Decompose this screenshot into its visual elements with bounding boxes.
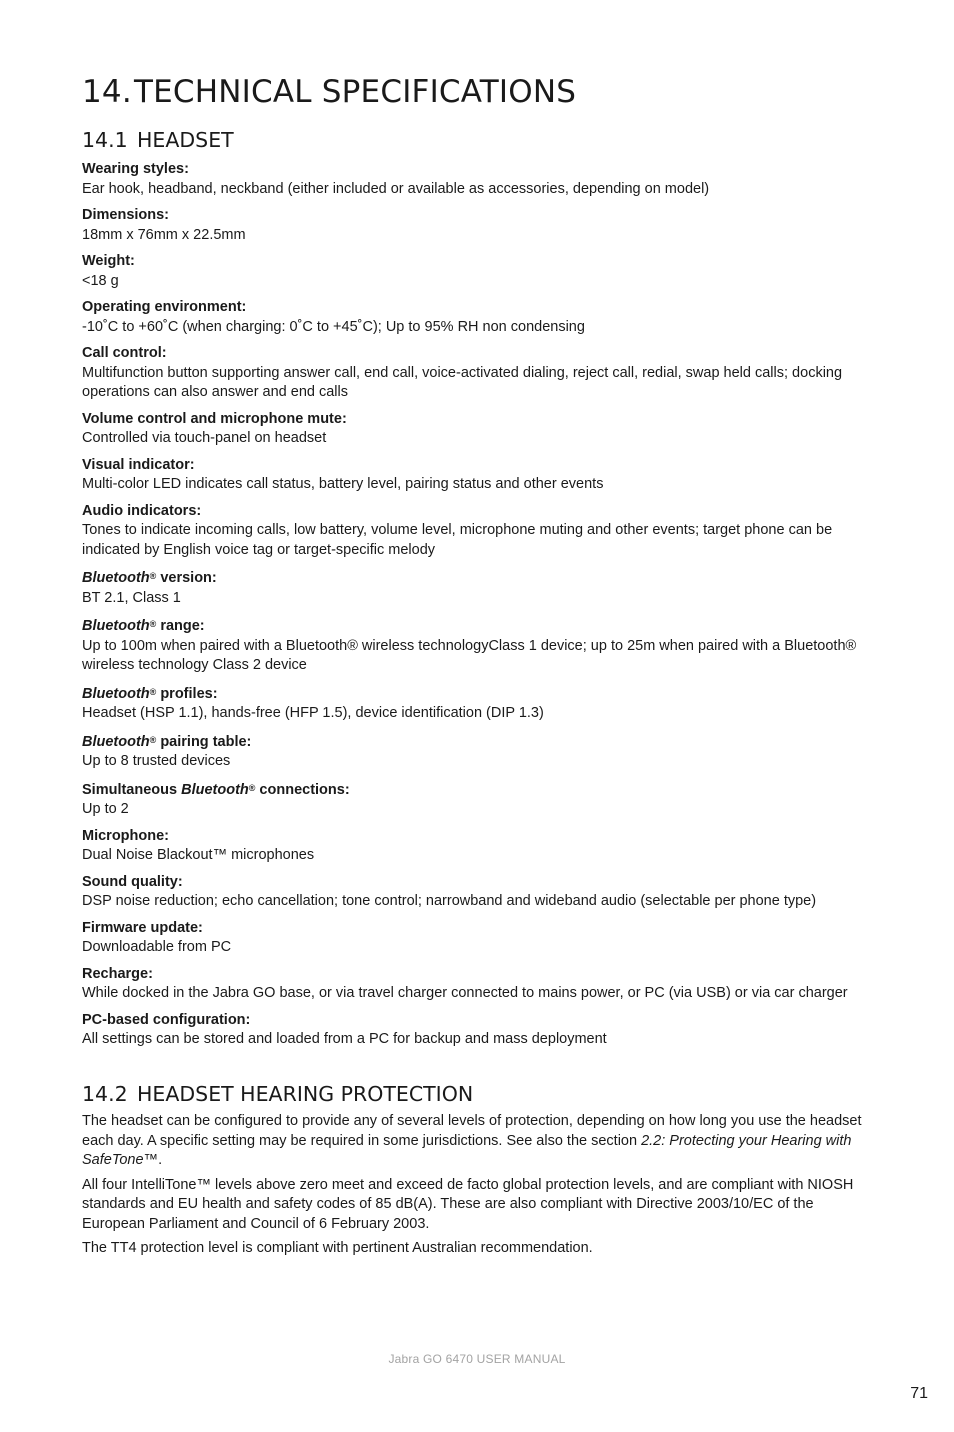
spec-value: -10˚C to +60˚C (when charging: 0˚C to +45˚C); Up to 95% RH non condensing [82,318,585,335]
spec-label [82,683,872,705]
spec-label: Firmware update: [82,919,203,936]
spec-label: Volume control and microphone mute: [82,410,347,427]
spec-label [82,567,872,589]
chapter-title [82,74,576,110]
spec-value: Controlled via touch-panel on headset [82,430,327,446]
spec-list [82,160,872,1057]
spec-item [82,502,872,561]
paragraph-text: The headset can be configured to provide any of several levels of protection, depending on how long you use the headset each day. A specific setting may be required in some jurisdictions. See also the section [82,1113,862,1149]
spec-label: Audio indicators: [82,502,202,519]
spec-item [82,965,872,1004]
spec-value: BT 2.1, Class 1 [82,589,181,606]
spec-value: Downloadable from PC [82,939,232,955]
spec-item [82,160,872,199]
registered-mark: ® [149,619,157,629]
paragraph: All four IntelliTone™ levels above zero meet and exceed de facto global protection levels, and are compliant with NIOSH standards and EU health and safety codes of 85 dB(A). These are also compliant with Directive 2003/10/EC of the European Parliament and Council of 6 February 2003. [82,1176,854,1232]
registered-mark: ® [149,686,157,697]
spec-item [82,410,872,449]
footer-manual-title: Jabra GO 6470 USER MANUAL [388,1352,566,1366]
spec-label [82,615,872,637]
spec-item [82,298,872,337]
spec-item [82,456,872,495]
spec-value: Tones to indicate incoming calls, low battery, volume level, microphone muting and other events; target phone can be indicated by English voice tag or target-specific melody [82,522,833,558]
spec-value: Dual Noise Blackout™ microphones [82,847,315,863]
registered-mark: ® [149,734,157,745]
spec-label-brand: Bluetooth [82,685,150,702]
spec-value: Up to 2 [82,801,129,817]
spec-label: Microphone: [82,827,169,844]
spec-value: Ear hook, headband, neckband (either included or available as accessories, depending on model) [82,180,710,197]
registered-mark: ® [248,782,256,793]
hearing-protection-text [82,1112,872,1264]
spec-item [82,206,872,245]
spec-label: Recharge: [82,965,153,982]
spec-item [82,779,872,820]
spec-label-text: pairing table: [156,733,252,750]
spec-value: Headset (HSP 1.1), hands-free (HFP 1.5), device identification (DIP 1.3) [82,705,544,721]
spec-item [82,731,872,772]
page-number: 71 [910,1385,928,1402]
spec-value: Multifunction button supporting answer call, end call, voice-activated dialing, reject call, redial, swap held calls; docking operations can also answer and end calls [82,364,843,400]
spec-label-brand: Bluetooth [82,618,150,634]
section-heading-hearing-protection [82,1082,473,1106]
spec-item [82,827,872,866]
spec-label-brand: Bluetooth [82,570,150,586]
spec-item [82,615,872,676]
spec-label-text: connections: [255,781,350,798]
spec-item [82,344,872,403]
section-number: 14.1 [82,128,128,152]
spec-value: Up to 8 trusted devices [82,753,231,769]
spec-label-text: Simultaneous [82,781,182,798]
spec-item [82,252,872,291]
spec-value: <18 g [82,272,119,289]
paragraph: The TT4 protection level is compliant with pertinent Australian recommendation. [82,1240,593,1256]
section-reference: 2.2: Protecting your Hearing with SafeTone™ [82,1132,852,1168]
spec-label: Sound quality: [82,873,183,890]
spec-label-brand: Bluetooth [82,733,150,750]
section-number: 14.2 [82,1082,128,1106]
section-heading-headset [82,128,234,152]
spec-label: Dimensions: [82,207,170,223]
spec-label: Wearing styles: [82,161,189,177]
spec-value: DSP noise reduction; echo cancellation; tone control; narrowband and wideband audio (selectable per phone type) [82,893,817,909]
spec-label: Weight: [82,253,135,269]
spec-value: 18mm x 76mm x 22.5mm [82,226,246,243]
chapter-title-text: TECHNICAL SPECIFICATIONS [134,74,577,110]
registered-mark: ® [149,571,157,581]
section-title: HEADSET HEARING PROTECTION [137,1082,474,1106]
spec-item [82,919,872,958]
spec-item [82,873,872,912]
spec-label [82,731,872,753]
spec-value: All settings can be stored and loaded from a PC for backup and mass deployment [82,1031,607,1047]
paragraph-text: . [158,1152,163,1168]
spec-label: Operating environment: [82,299,247,315]
spec-label: PC-based configuration: [82,1011,251,1028]
spec-label-brand: Bluetooth [181,781,249,798]
spec-item [82,683,872,724]
spec-label-text: range: [156,618,205,634]
spec-value: Up to 100m when paired with a Bluetooth® wireless technologyClass 1 device; up to 25m when paired with a Bluetooth® wireless technology Class 2 device [82,637,857,673]
spec-value: While docked in the Jabra GO base, or via travel charger connected to mains power, or PC (via USB) or via car charger [82,985,848,1001]
section-title: HEADSET [137,128,234,152]
spec-item [82,1011,872,1050]
spec-label: Call control: [82,345,167,361]
spec-label: Visual indicator: [82,456,195,473]
spec-label-text: version: [156,570,217,586]
chapter-number: 14. [82,74,132,110]
paragraph [82,1112,872,1171]
spec-item [82,567,872,608]
spec-label [82,779,872,801]
spec-label-text: profiles: [156,685,218,702]
spec-value: Multi-color LED indicates call status, battery level, pairing status and other events [82,476,604,492]
